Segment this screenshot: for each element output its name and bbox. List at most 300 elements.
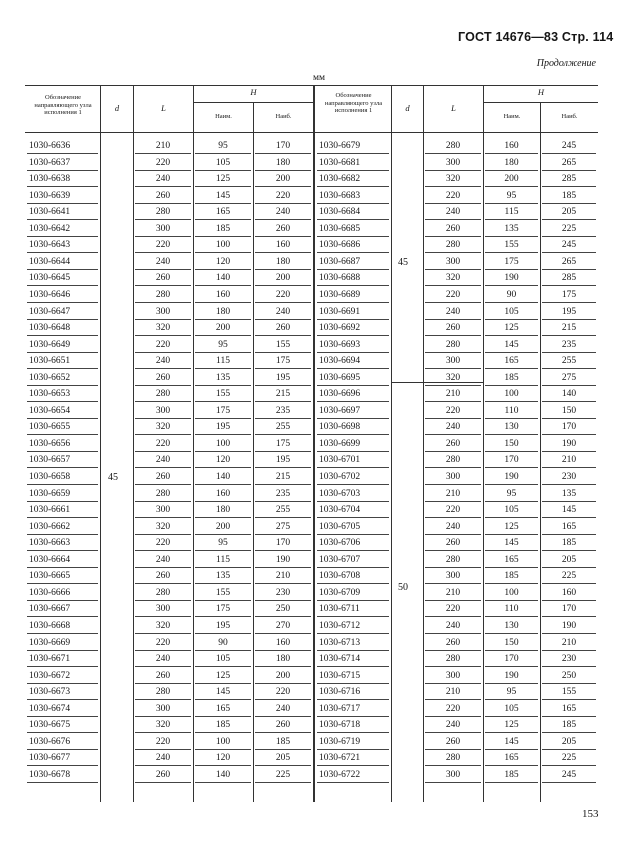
h-max-cell: 205 [275, 753, 291, 764]
h-min-cell: 125 [504, 323, 519, 334]
h-max-cell: 170 [561, 422, 577, 433]
header-d-right: d [405, 103, 410, 113]
table-top-border [25, 85, 598, 86]
h-min-cell: 145 [504, 339, 519, 350]
row-underline [542, 782, 596, 783]
h-max-cell: 185 [561, 190, 577, 201]
designation-cell: 1030-6709 [319, 587, 361, 598]
h-max-cell: 220 [275, 190, 291, 201]
designation-cell: 1030-6636 [29, 141, 71, 151]
designation-cell: 1030-6659 [29, 488, 71, 499]
designation-cell: 1030-6692 [319, 323, 361, 334]
l-cell: 240 [445, 422, 461, 433]
l-cell: 210 [445, 687, 461, 698]
designation-cell: 1030-6643 [29, 240, 71, 251]
h-max-cell: 180 [275, 654, 291, 665]
designation-cell: 1030-6693 [319, 339, 361, 350]
designation-cell: 1030-6712 [319, 620, 361, 631]
designation-cell: 1030-6668 [29, 620, 71, 631]
table-row [25, 486, 598, 503]
h-max-cell: 265 [561, 256, 577, 267]
header-hmin-right: Наим. [503, 113, 521, 120]
continuation-label: Продолжение [536, 58, 596, 69]
h-max-cell: 225 [275, 769, 291, 780]
h-min-cell: 180 [504, 157, 519, 168]
h-min-cell: 145 [215, 190, 231, 201]
h-min-cell: 110 [504, 604, 519, 615]
h-max-cell: 220 [275, 687, 291, 698]
header-designation-left: Обозначение направляющего узла исполнения 1 [34, 94, 92, 116]
h-min-cell: 95 [218, 339, 228, 350]
table-row [25, 337, 598, 354]
l-cell: 300 [445, 769, 461, 780]
header-h-right: H [537, 87, 545, 97]
h-min-cell: 150 [504, 438, 519, 449]
designation-cell: 1030-6684 [319, 207, 361, 218]
h-max-cell: 200 [275, 670, 291, 681]
h-max-cell: 275 [275, 521, 291, 532]
l-cell: 260 [445, 736, 461, 747]
h-min-cell: 185 [504, 372, 519, 383]
h-min-cell: 175 [215, 604, 231, 615]
designation-cell: 1030-6676 [29, 736, 71, 747]
table-row [25, 585, 598, 602]
h-min-cell: 200 [215, 323, 231, 334]
designation-cell: 1030-6685 [319, 223, 361, 234]
table-row [25, 403, 598, 420]
l-cell: 240 [155, 753, 171, 764]
l-cell: 240 [155, 455, 171, 466]
l-cell: 210 [445, 587, 461, 598]
l-cell: 300 [155, 405, 171, 416]
table-row [25, 221, 598, 238]
h-min-cell: 160 [215, 488, 231, 499]
table-row [25, 519, 598, 536]
h-min-cell: 170 [504, 654, 519, 665]
table-row [25, 452, 598, 469]
table-row [25, 320, 598, 337]
designation-cell: 1030-6705 [319, 521, 361, 532]
header-l-right: L [451, 103, 456, 113]
designation-cell: 1030-6639 [29, 190, 71, 201]
l-cell: 260 [445, 323, 461, 334]
designation-cell: 1030-6704 [319, 505, 361, 516]
h-max-cell: 160 [275, 240, 291, 251]
h-min-cell: 145 [504, 736, 519, 747]
h-max-cell: 185 [561, 720, 577, 731]
designation-cell: 1030-6645 [29, 273, 71, 284]
designation-cell: 1030-6678 [29, 769, 71, 780]
l-cell: 280 [445, 339, 461, 350]
l-cell: 260 [155, 190, 171, 201]
h-max-cell: 215 [561, 323, 577, 334]
h-max-cell: 190 [561, 620, 577, 631]
l-cell: 220 [155, 157, 171, 168]
l-cell: 300 [445, 571, 461, 582]
l-cell: 260 [445, 637, 461, 648]
table-row [25, 138, 598, 155]
h-min-cell: 120 [215, 455, 231, 466]
header-hmin-left: Наим. [215, 113, 232, 120]
table-row [25, 750, 598, 767]
l-cell: 260 [445, 438, 461, 449]
l-cell: 260 [155, 571, 171, 582]
h-min-cell: 155 [504, 240, 519, 251]
h-min-cell: 140 [215, 769, 231, 780]
designation-cell: 1030-6718 [319, 720, 361, 731]
l-cell: 240 [155, 356, 171, 367]
h-max-cell: 215 [275, 389, 291, 400]
designation-cell: 1030-6661 [29, 505, 71, 516]
h-max-cell: 155 [275, 339, 291, 350]
l-cell: 260 [445, 223, 461, 234]
l-cell: 320 [445, 372, 461, 383]
h-max-cell: 210 [275, 571, 291, 582]
designation-cell: 1030-6665 [29, 571, 71, 582]
header-h-left: H [250, 87, 257, 97]
h-max-cell: 230 [275, 587, 291, 598]
l-cell: 300 [155, 223, 171, 234]
l-cell: 300 [155, 604, 171, 615]
h-max-cell: 205 [561, 554, 577, 565]
h-max-cell: 270 [275, 620, 291, 631]
designation-cell: 1030-6638 [29, 174, 71, 185]
h-max-cell: 170 [275, 538, 291, 549]
h-min-cell: 130 [504, 620, 519, 631]
l-cell: 260 [155, 472, 171, 482]
h-min-cell: 185 [215, 720, 231, 731]
designation-cell: 1030-6679 [319, 141, 361, 151]
h-min-cell: 120 [215, 256, 231, 267]
designation-cell: 1030-6683 [319, 190, 361, 201]
h-min-cell: 180 [215, 306, 231, 317]
table-row [25, 635, 598, 652]
l-cell: 280 [155, 207, 171, 218]
table-row [25, 734, 598, 751]
h-max-cell: 135 [561, 488, 577, 499]
table-row [25, 304, 598, 321]
h-max-cell: 145 [561, 505, 577, 516]
h-max-cell: 160 [561, 587, 577, 598]
h-max-cell: 245 [561, 769, 577, 780]
h-max-cell: 250 [275, 604, 291, 615]
table-row [25, 502, 598, 519]
designation-cell: 1030-6701 [319, 455, 361, 466]
h-min-cell: 180 [215, 505, 231, 516]
designation-cell: 1030-6658 [29, 472, 71, 482]
h-min-cell: 165 [215, 703, 231, 714]
designation-cell: 1030-6648 [29, 323, 71, 334]
designation-cell: 1030-6664 [29, 554, 71, 565]
right-d-value-upper: 45 [398, 257, 408, 268]
table-row [25, 386, 598, 403]
table-row [25, 469, 598, 486]
l-cell: 220 [445, 190, 461, 201]
l-cell: 280 [445, 654, 461, 665]
h-max-cell: 165 [561, 521, 577, 532]
l-cell: 280 [155, 587, 171, 598]
designation-cell: 1030-6674 [29, 703, 71, 714]
h-min-cell: 155 [215, 587, 231, 598]
l-cell: 260 [445, 538, 461, 549]
l-cell: 260 [155, 273, 171, 284]
h-min-cell: 90 [218, 637, 228, 648]
designation-cell: 1030-6716 [319, 687, 361, 698]
h-max-cell: 200 [275, 273, 291, 284]
l-cell: 240 [445, 306, 461, 317]
h-min-cell: 160 [504, 141, 519, 151]
table-row [25, 419, 598, 436]
l-cell: 220 [155, 736, 171, 747]
h-max-cell: 215 [275, 472, 291, 482]
h-min-cell: 100 [504, 389, 519, 400]
header-designation-right: Обозначение направляющего узла исполнения 1 [324, 92, 383, 114]
l-cell: 220 [445, 405, 461, 416]
table-row [25, 618, 598, 635]
h-max-cell: 195 [275, 455, 291, 466]
l-cell: 300 [445, 256, 461, 267]
h-min-cell: 100 [215, 240, 231, 251]
h-max-cell: 190 [561, 438, 577, 449]
designation-cell: 1030-6655 [29, 422, 71, 433]
table-row [25, 684, 598, 701]
l-cell: 240 [155, 256, 171, 267]
l-cell: 320 [155, 720, 171, 731]
h-min-cell: 95 [218, 141, 228, 151]
designation-cell: 1030-6653 [29, 389, 71, 400]
h-max-cell: 165 [561, 703, 577, 714]
l-cell: 240 [445, 720, 461, 731]
designation-cell: 1030-6698 [319, 422, 361, 433]
h-min-cell: 135 [215, 372, 231, 383]
l-cell: 240 [155, 554, 171, 565]
h-max-cell: 225 [561, 571, 577, 582]
designation-cell: 1030-6649 [29, 339, 71, 350]
h-max-cell: 235 [275, 488, 291, 499]
h-max-cell: 260 [275, 720, 291, 731]
table-row [25, 717, 598, 734]
h-max-cell: 195 [275, 372, 291, 383]
designation-cell: 1030-6677 [29, 753, 71, 764]
table-row [25, 701, 598, 718]
h-max-cell: 230 [561, 472, 577, 482]
h-min-cell: 145 [504, 538, 519, 549]
l-cell: 320 [155, 422, 171, 433]
h-min-cell: 165 [215, 207, 231, 218]
h-min-cell: 150 [504, 637, 519, 648]
h-min-cell: 195 [215, 620, 231, 631]
h-min-cell: 185 [504, 571, 519, 582]
h-min-cell: 105 [215, 157, 231, 168]
l-cell: 320 [445, 174, 461, 185]
l-cell: 260 [155, 372, 171, 383]
h-min-cell: 155 [215, 389, 231, 400]
l-cell: 320 [445, 273, 461, 284]
designation-cell: 1030-6697 [319, 405, 361, 416]
table-row [25, 353, 598, 370]
l-cell: 220 [445, 604, 461, 615]
h-min-cell: 135 [215, 571, 231, 582]
designation-cell: 1030-6671 [29, 654, 71, 665]
designation-cell: 1030-6675 [29, 720, 71, 731]
designation-cell: 1030-6695 [319, 372, 361, 383]
l-cell: 300 [445, 472, 461, 482]
designation-cell: 1030-6719 [319, 736, 361, 747]
l-cell: 280 [155, 289, 171, 300]
table-row [25, 552, 598, 569]
l-cell: 240 [155, 174, 171, 185]
h-min-cell: 190 [504, 472, 519, 482]
table-row [25, 287, 598, 304]
designation-cell: 1030-6672 [29, 670, 71, 681]
l-cell: 320 [155, 323, 171, 334]
h-max-cell: 180 [275, 256, 291, 267]
designation-cell: 1030-6663 [29, 538, 71, 549]
h-max-cell: 240 [275, 703, 291, 714]
h-min-cell: 105 [504, 306, 519, 317]
h-min-cell: 105 [504, 505, 519, 516]
h-max-cell: 245 [561, 141, 577, 151]
table-row [25, 204, 598, 221]
designation-cell: 1030-6642 [29, 223, 71, 234]
h-max-cell: 240 [275, 306, 291, 317]
designation-cell: 1030-6656 [29, 438, 71, 449]
table-row [25, 171, 598, 188]
h-min-cell: 125 [504, 521, 519, 532]
h-max-cell: 285 [561, 174, 577, 185]
l-cell: 300 [155, 306, 171, 317]
right-d-value-lower: 50 [398, 582, 408, 593]
h-min-cell: 195 [215, 422, 231, 433]
l-cell: 240 [155, 654, 171, 665]
row-underline [485, 782, 538, 783]
l-cell: 210 [155, 141, 171, 151]
h-min-cell: 90 [506, 289, 517, 300]
l-cell: 220 [155, 240, 171, 251]
h-min-cell: 125 [504, 720, 519, 731]
designation-cell: 1030-6706 [319, 538, 361, 549]
l-cell: 240 [445, 521, 461, 532]
designation-cell: 1030-6682 [319, 174, 361, 185]
h-max-cell: 190 [275, 554, 291, 565]
h-max-cell: 260 [275, 323, 291, 334]
h-max-cell: 255 [275, 422, 291, 433]
l-cell: 280 [445, 753, 461, 764]
h-min-cell: 115 [216, 554, 230, 565]
designation-cell: 1030-6721 [319, 753, 361, 764]
h-max-cell: 170 [561, 604, 577, 615]
h-min-cell: 165 [504, 356, 519, 367]
l-cell: 220 [445, 703, 461, 714]
designation-cell: 1030-6708 [319, 571, 361, 582]
designation-cell: 1030-6646 [29, 289, 71, 300]
h-max-cell: 200 [275, 174, 291, 185]
h-min-cell: 200 [215, 521, 231, 532]
designation-cell: 1030-6673 [29, 687, 71, 698]
h-max-cell: 175 [561, 289, 577, 300]
h-min-cell: 145 [215, 687, 231, 698]
h-max-cell: 175 [275, 356, 291, 367]
h-min-cell: 175 [504, 256, 519, 267]
h-max-cell: 180 [275, 157, 291, 168]
h-max-cell: 260 [275, 223, 291, 234]
h-min-cell: 95 [218, 538, 228, 549]
h-max-cell: 150 [561, 405, 577, 416]
h-min-cell: 190 [504, 273, 519, 284]
designation-cell: 1030-6696 [319, 389, 361, 400]
designation-cell: 1030-6713 [319, 637, 361, 648]
l-cell: 300 [445, 157, 461, 168]
designation-cell: 1030-6644 [29, 256, 71, 267]
designation-cell: 1030-6637 [29, 157, 71, 168]
l-cell: 220 [155, 637, 171, 648]
l-cell: 280 [445, 455, 461, 466]
l-cell: 210 [445, 389, 461, 400]
l-cell: 240 [445, 207, 461, 218]
h-max-cell: 275 [561, 372, 577, 383]
h-min-cell: 95 [506, 190, 517, 201]
header-d-left: d [114, 103, 120, 113]
l-cell: 300 [155, 505, 171, 516]
h-min-cell: 140 [215, 273, 231, 284]
h-max-cell: 250 [561, 670, 577, 681]
h-max-cell: 185 [561, 538, 577, 549]
l-cell: 300 [445, 670, 461, 681]
h-max-cell: 285 [561, 273, 577, 284]
l-cell: 300 [445, 356, 461, 367]
table-row [25, 188, 598, 205]
h-max-cell: 210 [561, 637, 577, 648]
h-max-cell: 175 [275, 438, 291, 449]
designation-cell: 1030-6647 [29, 306, 71, 317]
h-max-cell: 220 [275, 289, 291, 300]
l-cell: 280 [445, 141, 461, 151]
designation-cell: 1030-6667 [29, 604, 71, 615]
designation-cell: 1030-6686 [319, 240, 361, 251]
l-cell: 320 [155, 620, 171, 631]
designation-cell: 1030-6657 [29, 455, 71, 466]
h-min-cell: 165 [504, 554, 519, 565]
h-max-cell: 225 [561, 223, 577, 234]
table-row [25, 370, 598, 387]
h-max-cell: 140 [561, 389, 577, 400]
h-min-cell: 175 [215, 405, 231, 416]
table-row [25, 668, 598, 685]
designation-cell: 1030-6722 [319, 769, 361, 780]
h-max-cell: 255 [561, 356, 577, 367]
h-max-cell: 210 [561, 455, 577, 466]
l-cell: 280 [155, 687, 171, 698]
h-max-cell: 155 [561, 687, 577, 698]
h-min-cell: 135 [504, 223, 519, 234]
designation-cell: 1030-6641 [29, 207, 71, 218]
l-cell: 300 [155, 703, 171, 714]
l-cell: 240 [445, 620, 461, 631]
h-min-cell: 125 [215, 174, 231, 185]
h-min-cell: 100 [504, 587, 519, 598]
header-hmax-left: Наиб. [275, 113, 292, 120]
h-min-cell: 105 [215, 654, 231, 665]
h-min-cell: 110 [504, 405, 519, 416]
h-min-cell: 165 [504, 753, 519, 764]
h-min-cell: 100 [215, 736, 231, 747]
h-min-cell: 95 [506, 687, 517, 698]
table-row [25, 651, 598, 668]
unit-label: мм [312, 73, 326, 83]
designation-cell: 1030-6691 [319, 306, 361, 317]
table-row [25, 155, 598, 172]
h-max-cell: 170 [275, 141, 291, 151]
